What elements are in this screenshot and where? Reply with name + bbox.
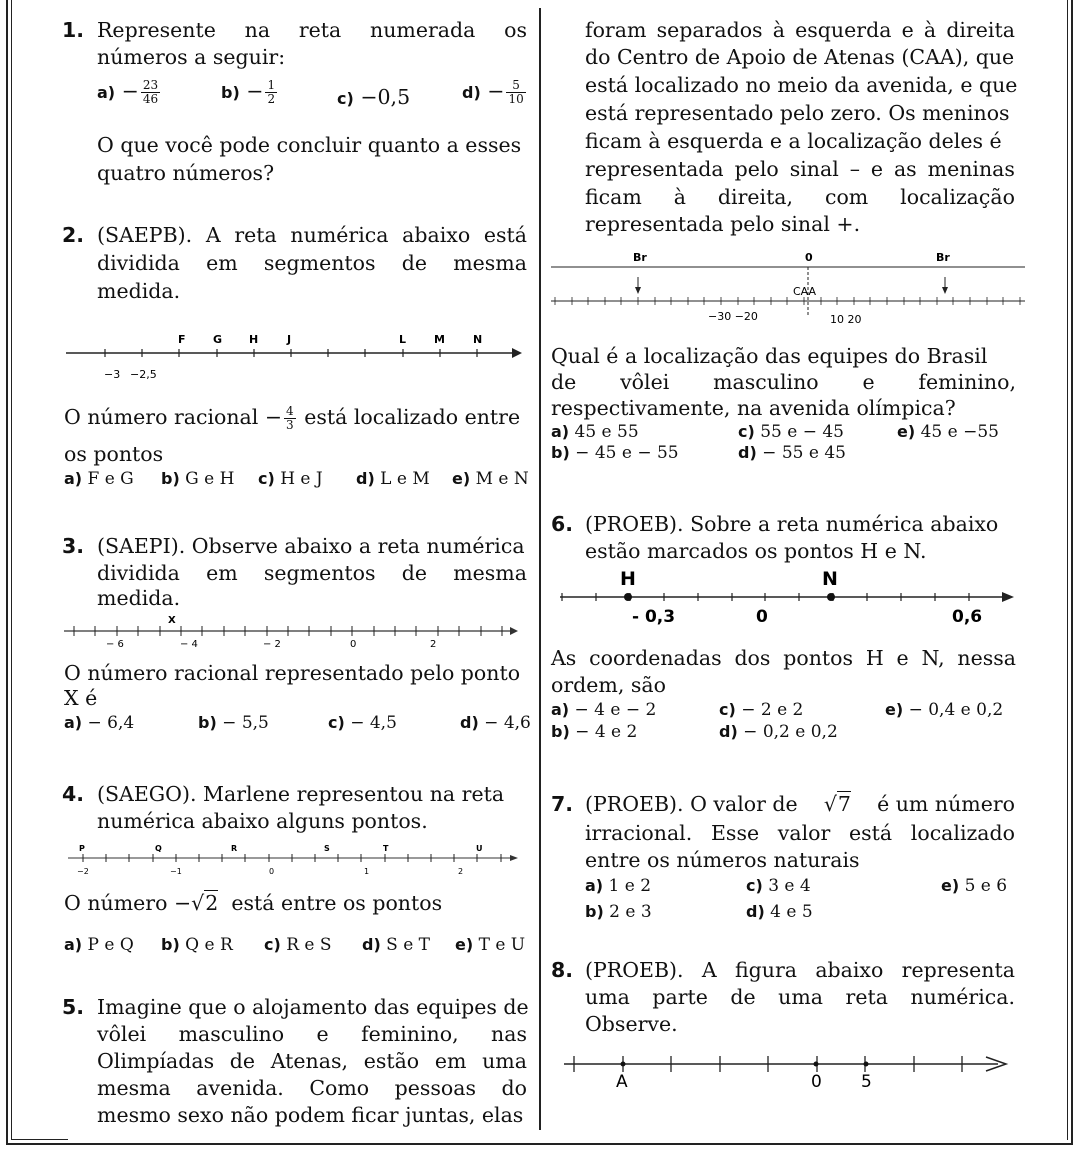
q5-line1: Imagine que o alojamento das equipes de: [97, 995, 529, 1019]
point-label-g: G: [213, 333, 223, 346]
tick-label: −1: [170, 867, 182, 876]
zero-label: 0: [805, 251, 813, 264]
br-left-label: Br: [633, 251, 647, 264]
point-zero: [814, 1062, 819, 1067]
q2-question-line1: O número racional − $\frac{4}{3}$ está localizado entre: [64, 404, 521, 432]
question-number: 8.: [551, 958, 574, 982]
q1-option-a: a) − $\frac{23}{46}$: [97, 78, 159, 106]
q5-right-line1: foram separados à esquerda e à direita: [585, 18, 1015, 42]
tick-label: 0: [350, 639, 357, 650]
q7-option-d: d) 4 e 5: [746, 902, 813, 922]
tick-label: − 6: [106, 639, 124, 650]
q4-option-b: b) Q e R: [161, 935, 233, 955]
q1-question-line2: quatro números?: [97, 161, 275, 185]
tick-label: 0: [269, 867, 275, 876]
q1-option-c: c) −0,5: [337, 85, 411, 109]
q3-number-line: [64, 610, 520, 654]
point-h: [624, 593, 632, 601]
q4-option-e: e) T e U: [455, 935, 526, 955]
point-label-u: U: [476, 844, 483, 853]
q7-line1: (PROEB). O valor de √7 é um número: [585, 792, 1015, 816]
point-five: [864, 1062, 869, 1067]
point-label-n: N: [822, 568, 838, 590]
q1-line1: Represente na reta numerada os: [97, 18, 527, 42]
q1-option-b: b) − $\frac{1}{2}$: [221, 78, 276, 106]
q5-right-line6: representada pelo sinal – e as meninas: [585, 157, 1015, 181]
ticks-left-label: −30 −20: [708, 310, 758, 323]
q7-option-b: b) 2 e 3: [585, 902, 652, 922]
ticks-right-label: 10 20: [830, 313, 862, 326]
question-number: 1.: [62, 18, 85, 42]
point-label-s: S: [324, 844, 330, 853]
q6-question-line2: ordem, são: [551, 673, 666, 697]
q2-number-line: [64, 326, 524, 382]
q6-number-line: [556, 563, 1016, 633]
q7-line3: entre os números naturais: [585, 848, 860, 872]
arrow-head: [510, 627, 518, 635]
q5-option-e: e) 45 e −55: [897, 422, 999, 442]
tick-label: − 2: [263, 639, 281, 650]
q3-option-c: c) − 4,5: [328, 713, 397, 733]
q5-right-line8: representada pelo sinal +.: [585, 212, 861, 236]
q8-line3: Observe.: [585, 1012, 678, 1036]
question-number: 7.: [551, 792, 574, 816]
point-label-h: H: [620, 568, 636, 590]
q4-line2: numérica abaixo alguns pontos.: [97, 809, 428, 833]
q2-option-e: e) M e N: [452, 469, 529, 489]
question-number: 6.: [551, 512, 574, 536]
q5-right-line3: está localizado no meio da avenida, e que: [585, 73, 1018, 97]
q1-option-d: d) − $\frac{5}{10}$: [462, 78, 524, 106]
q4-option-c: c) R e S: [264, 935, 332, 955]
q5-option-b: b) − 45 e − 55: [551, 443, 679, 463]
q2-question-line2: os pontos: [64, 442, 164, 466]
q6-option-e: e) − 0,4 e 0,2: [885, 700, 1004, 720]
tick-label: - 0,3: [632, 607, 676, 627]
q2-option-a: a) F e G: [64, 469, 134, 489]
page-frame-left-inner: [11, 0, 12, 1140]
page-frame-bottom: [6, 1143, 1073, 1145]
point-label-m: M: [434, 333, 445, 346]
tick-label: 2: [430, 639, 437, 650]
q2-line3: medida.: [97, 279, 181, 303]
page-frame-right-inner: [1067, 0, 1068, 1140]
page-frame-right: [1071, 0, 1073, 1144]
point-label-p: P: [79, 844, 85, 853]
q5-option-c: c) 55 e − 45: [738, 422, 844, 442]
arrow-right-head: [942, 287, 948, 294]
q5-right-line7: ficam à direita, com localização: [585, 185, 1015, 209]
point-label-q: Q: [155, 844, 162, 853]
arrow-head: [512, 348, 522, 358]
q6-line2: estão marcados os pontos H e N.: [585, 539, 927, 563]
q8-line2: uma parte de uma reta numérica.: [585, 985, 1015, 1009]
caa-label: CAA: [793, 285, 817, 298]
q2-option-b: b) G e H: [161, 469, 235, 489]
q3-line2: dividida em segmentos de mesma: [97, 561, 527, 585]
q6-option-a: a) − 4 e − 2: [551, 700, 657, 720]
q3-question-line2: X é: [64, 686, 98, 710]
point-label-j: J: [287, 333, 292, 346]
point-label-a: A: [616, 1072, 628, 1092]
question-number: 4.: [62, 782, 85, 806]
arrow-left-head: [635, 287, 641, 294]
q5-right-line5: ficam à esquerda e a localização deles é: [585, 129, 1002, 153]
q4-option-a: a) P e Q: [64, 935, 134, 955]
q3-line1: (SAEPI). Observe abaixo a reta numérica: [97, 534, 525, 558]
q3-option-d: d) − 4,6: [460, 713, 531, 733]
q6-line1: (PROEB). Sobre a reta numérica abaixo: [585, 512, 999, 536]
tick-label: −2,5: [130, 368, 157, 381]
q5-option-d: d) − 55 e 45: [738, 443, 846, 463]
q5-right-line2: do Centro de Apoio de Atenas (CAA), que: [585, 45, 1015, 69]
tick-label: 0: [756, 607, 768, 627]
point-a: [621, 1062, 626, 1067]
tick-label: 2: [458, 867, 464, 876]
q5-option-a: a) 45 e 55: [551, 422, 639, 442]
q5-line2: vôlei masculino e feminino, nas: [97, 1022, 527, 1046]
q7-line2: irracional. Esse valor está localizado: [585, 821, 1015, 845]
q1-question-line1: O que você pode concluir quanto a esses: [97, 133, 522, 157]
q2-option-d: d) L e M: [356, 469, 430, 489]
q2-option-c: c) H e J: [258, 469, 323, 489]
q8-line1: (PROEB). A figura abaixo representa: [585, 958, 1015, 982]
point-n: [827, 593, 835, 601]
page-frame-bottom-inner: [11, 1139, 68, 1140]
question-number: 3.: [62, 534, 85, 558]
q7-option-a: a) 1 e 2: [585, 876, 652, 896]
q5-question-line3: respectivamente, na avenida olímpica?: [551, 396, 956, 420]
q6-option-c: c) − 2 e 2: [719, 700, 804, 720]
q6-question-line1: As coordenadas dos pontos H e N, nessa: [551, 646, 1016, 670]
q6-option-b: b) − 4 e 2: [551, 722, 638, 742]
point-label-n: N: [473, 333, 483, 346]
point-label-r: R: [231, 844, 238, 853]
q8-number-line: [562, 1050, 1012, 1098]
br-right-label: Br: [936, 251, 950, 264]
q5-line5: mesmo sexo não podem ficar juntas, elas: [97, 1103, 524, 1127]
tick-label: 0: [811, 1072, 822, 1092]
q6-option-d: d) − 0,2 e 0,2: [719, 722, 838, 742]
q3-option-b: b) − 5,5: [198, 713, 269, 733]
column-divider: [539, 8, 541, 1130]
q5-avenue-figure: [551, 245, 1026, 327]
q2-line2: dividida em segmentos de mesma: [97, 251, 527, 275]
q7-option-e: e) 5 e 6: [941, 876, 1008, 896]
q4-option-d: d) S e T: [362, 935, 431, 955]
q4-number-line: [64, 838, 524, 878]
q1-line2: números a seguir:: [97, 45, 286, 69]
q5-line3: Olimpíadas de Atenas, estão em uma: [97, 1049, 527, 1073]
q5-question-line1: Qual é a localização das equipes do Brasil: [551, 344, 988, 368]
q2-line1: (SAEPB). A reta numérica abaixo está: [97, 223, 527, 247]
point-label-t: T: [383, 844, 389, 853]
q5-line4: mesma avenida. Como pessoas do: [97, 1076, 527, 1100]
point-label-l: L: [399, 333, 407, 346]
tick-label: 1: [364, 867, 370, 876]
question-number: 5.: [62, 995, 85, 1019]
tick-label: −3: [104, 368, 121, 381]
arrow-head: [510, 855, 518, 861]
q5-right-line4: está representado pelo zero. Os meninos: [585, 101, 1010, 125]
q3-option-a: a) − 6,4: [64, 713, 135, 733]
tick-label: − 4: [180, 639, 198, 650]
point-label-f: F: [178, 333, 186, 346]
q3-question-line1: O número racional representado pelo ponto: [64, 661, 521, 685]
arrow-head: [1002, 592, 1014, 602]
q3-line3: medida.: [97, 586, 181, 610]
point-label-h: H: [249, 333, 259, 346]
q4-line1: (SAEGO). Marlene representou na reta: [97, 782, 505, 806]
question-number: 2.: [62, 223, 85, 247]
page-frame-left: [6, 0, 8, 1144]
q4-question: O número −√2 está entre os pontos: [64, 891, 443, 915]
point-label-x: X: [168, 615, 176, 626]
tick-label: −2: [77, 867, 89, 876]
q5-question-line2: de vôlei masculino e feminino,: [551, 370, 1016, 394]
q7-option-c: c) 3 e 4: [746, 876, 811, 896]
tick-label: 0,6: [952, 607, 983, 627]
tick-label: 5: [861, 1072, 872, 1092]
